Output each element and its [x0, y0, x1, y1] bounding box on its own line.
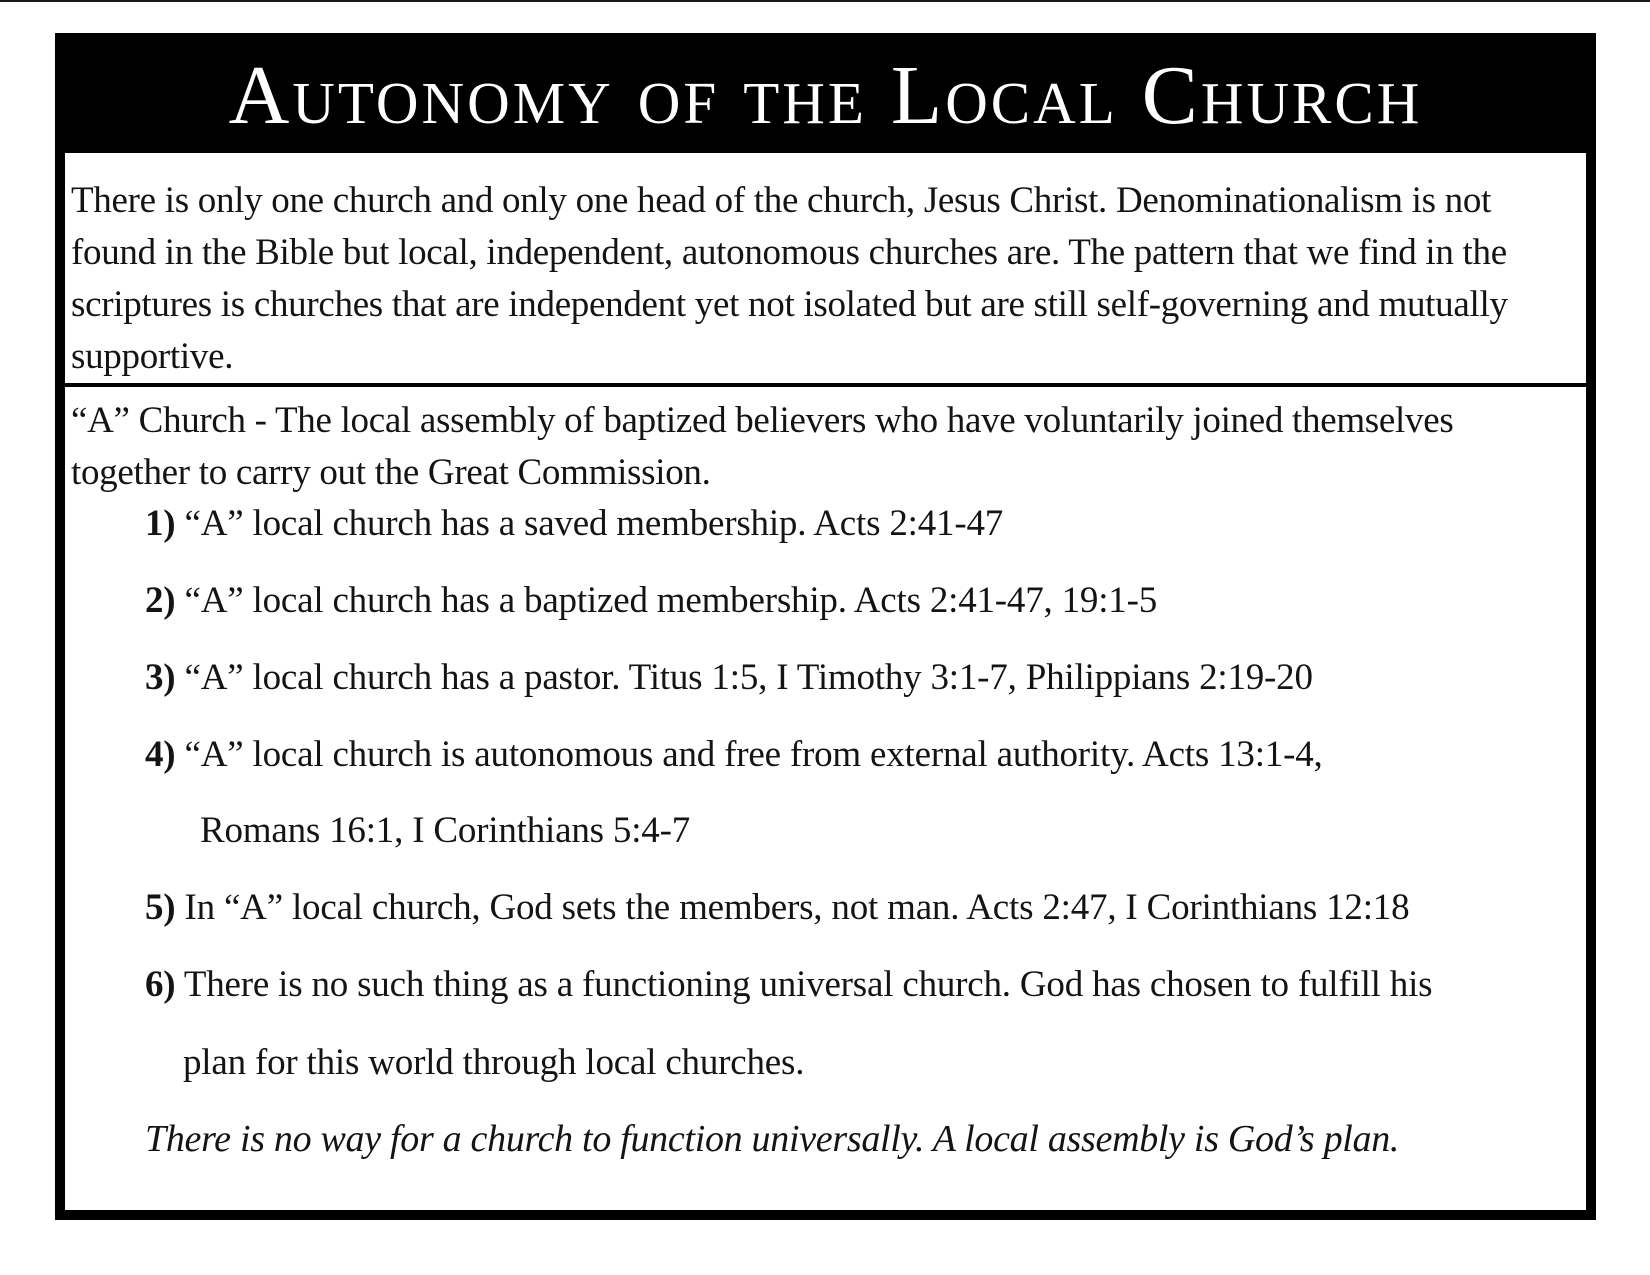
list-item-5: [145, 886, 1409, 929]
list-item-4: [145, 733, 1323, 776]
document-frame: [55, 33, 1596, 1220]
item-number: 3): [145, 657, 176, 698]
item-text: There is no such thing as a functioning universal church. God has chosen to fulfill his: [183, 964, 1433, 1005]
intro-box: [65, 153, 1586, 383]
item-number: 5): [145, 887, 176, 928]
item-text: In “A” local church, God sets the members, not man. Acts 2:47, I Corinthians 12:18: [184, 887, 1410, 928]
list-item-6-continuation: plan for this world through local churches.: [183, 1042, 805, 1083]
intro-paragraph: There is only one church and only one head of the church, Jesus Christ. Denominationalism is not found in the Bible but local, independent, autonomous churches are. The pattern that we find in the scriptures is churches that are independent yet not isolated but are still self-governing and mutually supportive.: [71, 180, 1508, 377]
item-number: 2): [145, 580, 176, 621]
list-item-6: [145, 963, 1432, 1006]
closing-statement: There is no way for a church to function universally. A local assembly is God’s plan.: [145, 1118, 1400, 1160]
item-number: 1): [145, 503, 176, 544]
list-item-4-continuation: Romans 16:1, I Corinthians 5:4-7: [200, 810, 690, 851]
list-item-1: [145, 502, 1003, 545]
item-text: “A” local church is autonomous and free from external authority. Acts 13:1-4,: [184, 734, 1323, 775]
item-number: 4): [145, 734, 176, 775]
list-item-3: [145, 656, 1313, 699]
item-text: “A” local church has a saved membership. Acts 2:41-47: [184, 503, 1004, 544]
title-bar: [55, 33, 1596, 153]
list-item-2: [145, 579, 1157, 622]
item-number: 6): [145, 964, 176, 1005]
church-definition: “A” Church - The local assembly of baptized believers who have voluntarily joined themselves together to carry out the Great Commission.: [71, 400, 1454, 493]
item-text: “A” local church has a pastor. Titus 1:5, I Timothy 3:1-7, Philippians 2:19-20: [184, 657, 1313, 698]
top-rule: [0, 0, 1650, 2]
item-text: “A” local church has a baptized membership. Acts 2:41-47, 19:1-5: [184, 580, 1158, 621]
page-title: Autonomy of the Local Church: [228, 49, 1423, 142]
main-box: [65, 387, 1586, 1210]
